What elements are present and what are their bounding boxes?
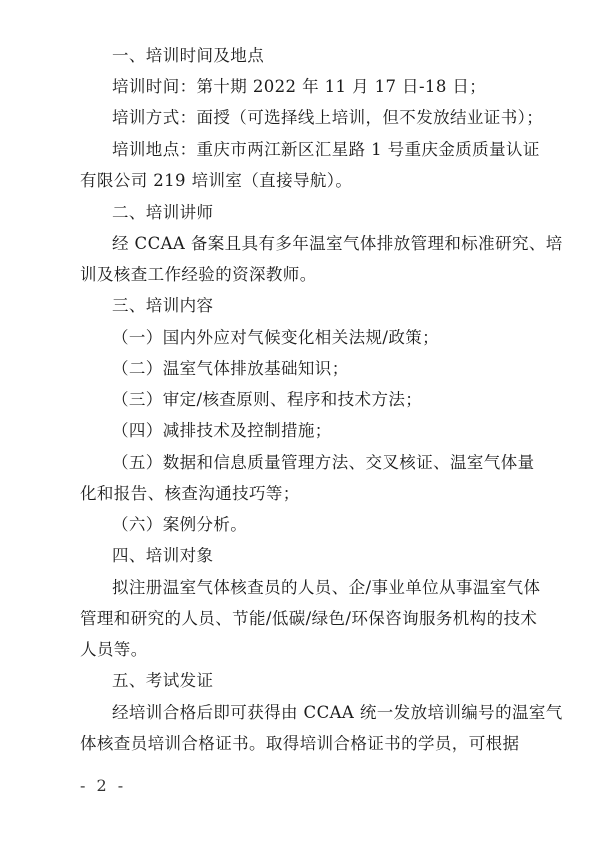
paragraph-line: 培训地点：重庆市两江新区汇星路 1 号重庆金质质量认证	[112, 140, 540, 159]
paragraph-line: 培训时间：第十期 2022 年 11 月 17 日-18 日；	[112, 77, 487, 96]
paragraph-line: 人员等。	[80, 640, 148, 659]
paragraph-line: 培训方式：面授（可选择线上培训，但不发放结业证书）；	[112, 108, 544, 127]
list-item: （六）案例分析。	[112, 515, 248, 534]
section-heading-2: 二、培训讲师	[112, 203, 214, 222]
paragraph-line: 体核查员培训合格证书。取得培训合格证书的学员，可根据	[80, 734, 520, 753]
list-item: （二）温室气体排放基础知识；	[112, 359, 349, 378]
list-item: （四）减排技术及控制措施；	[112, 421, 332, 440]
section-heading-1: 一、培训时间及地点	[112, 46, 265, 65]
paragraph-line: 经 CCAA 备案且具有多年温室气体排放管理和标准研究、培	[112, 234, 563, 253]
paragraph-line: 有限公司 219 培训室（直接导航）。	[80, 171, 353, 190]
list-item: （五）数据和信息质量管理方法、交叉核证、温室气体量	[112, 453, 535, 472]
list-item: （三）审定/核查原则、程序和技术方法；	[112, 390, 423, 409]
section-heading-3: 三、培训内容	[112, 296, 214, 315]
section-heading-4: 四、培训对象	[112, 546, 214, 565]
paragraph-line: 经培训合格后即可获得由 CCAA 统一发放培训编号的温室气	[112, 703, 563, 722]
page-number: - 2 -	[80, 776, 127, 795]
paragraph-line: 管理和研究的人员、节能/低碳/绿色/环保咨询服务机构的技术	[80, 609, 538, 628]
paragraph-line: 拟注册温室气体核查员的人员、企/事业单位从事温室气体	[112, 578, 541, 597]
paragraph-line: 训及核查工作经验的资深教师。	[80, 265, 317, 284]
list-item: （一）国内外应对气候变化相关法规/政策；	[112, 328, 440, 347]
list-item-continuation: 化和报告、核查沟通技巧等；	[80, 484, 300, 503]
section-heading-5: 五、考试发证	[112, 671, 214, 690]
